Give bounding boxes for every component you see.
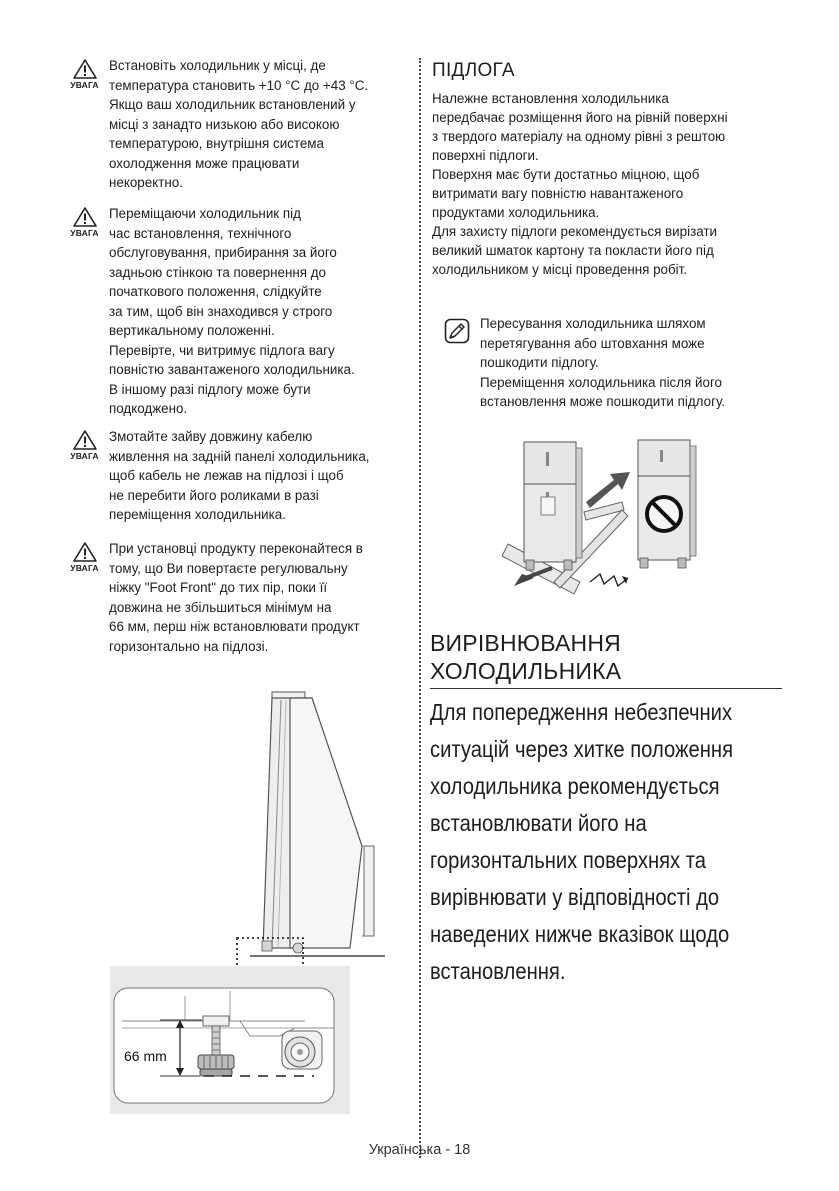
warning-text: Переміщаючи холодильник під час встановлення, технічного обслуговування, прибирання за його задньою стінкою та повернення до початкового положення, слідкуйте за тим, щоб він знаходився у строго вертикальному положенні. Перевірте, чи витримує підлога вагу повністю завантаженого холодильника. В іншому разі підлогу може бути подкоджено.	[109, 206, 355, 416]
page-footer: Українська - 18	[368, 1142, 471, 1158]
warning-moving	[62, 206, 417, 419]
warning-text: При установці продукту переконайтеся в тому, що Ви повертаєте регулювальну ніжку "Foot Front" до тих пір, поки її довжина не збільшиться мінімум на 66 мм, перш ніж встановлювати продукт горизонтально на підлозі.	[109, 541, 363, 654]
leveling-section-text: Для попередження небезпечних ситуацій через хитке положення холодильника рекомендується встановлювати його на горизонтальних поверхнях та вирівнювати у відповідності до наведених нижче вказівок щодо встановлення.	[430, 699, 734, 984]
leveling-section-title: ВИРІВНЮВАННЯ ХОЛОДИЛЬНИКА	[430, 630, 622, 684]
warning-icon-block	[62, 541, 107, 573]
fridge-left-illustration	[524, 442, 582, 570]
warning-foot-front	[62, 541, 417, 656]
warning-triangle-icon	[73, 207, 97, 227]
warning-triangle-icon	[73, 430, 97, 450]
note-pencil-icon	[444, 318, 470, 344]
warning-label: УВАГА	[70, 563, 99, 573]
fridge-moving-figure	[494, 432, 722, 600]
note-floor-damage	[444, 316, 794, 412]
warning-icon-block	[62, 206, 107, 238]
floor-section-title: ПІДЛОГА	[432, 60, 515, 81]
warning-triangle-icon	[73, 59, 97, 79]
warning-label: УВАГА	[70, 80, 99, 90]
leveling-title-rule	[430, 688, 782, 689]
warning-cable	[62, 429, 417, 525]
warning-triangle-icon	[73, 542, 97, 562]
floor-section-text: Належне встановлення холодильника передбачає розміщення його на рівній поверхні з твердого матеріалу на одному рівні з рештою поверхні підлоги. Поверхня має бути достатньо міцною, щоб витримати вагу повністю навантаженого продуктами холодильника. Для захисту підлоги рекомендується вирізати великий шматок картону та покласти його під холодильником у місці проведення робіт.	[432, 91, 728, 277]
dimension-label-66mm: 66 mm	[124, 1048, 167, 1064]
foot-detail-panel	[110, 966, 350, 1114]
warning-icon-block	[62, 58, 107, 90]
fridge-right-illustration	[638, 440, 696, 568]
warning-temperature	[62, 58, 417, 193]
fridge-side-illustration	[150, 692, 385, 986]
warning-label: УВАГА	[70, 228, 99, 238]
note-icon-block	[444, 316, 480, 412]
warning-text: Змотайте зайву довжину кабелю живлення на задній панелі холодильника, щоб кабель не лежав на підлозі і щоб не перебити його роликами в разі переміщення холодильника.	[109, 429, 370, 522]
column-divider	[419, 58, 421, 1158]
note-text: Пересування холодильника шляхом перетягування або штовхання може пошкодити підлогу. Переміщення холодильника після його встановлення може пошкодити підлогу.	[480, 316, 726, 409]
warning-label: УВАГА	[70, 451, 99, 461]
warning-icon-block	[62, 429, 107, 461]
warning-text: Встановіть холодильник у місці, де температура становить +10 °C до +43 °C. Якщо ваш холодильник встановлений у місці з занадто низькою або високою температурою, внутрішня система охолодження може працювати некоректно.	[109, 58, 369, 190]
